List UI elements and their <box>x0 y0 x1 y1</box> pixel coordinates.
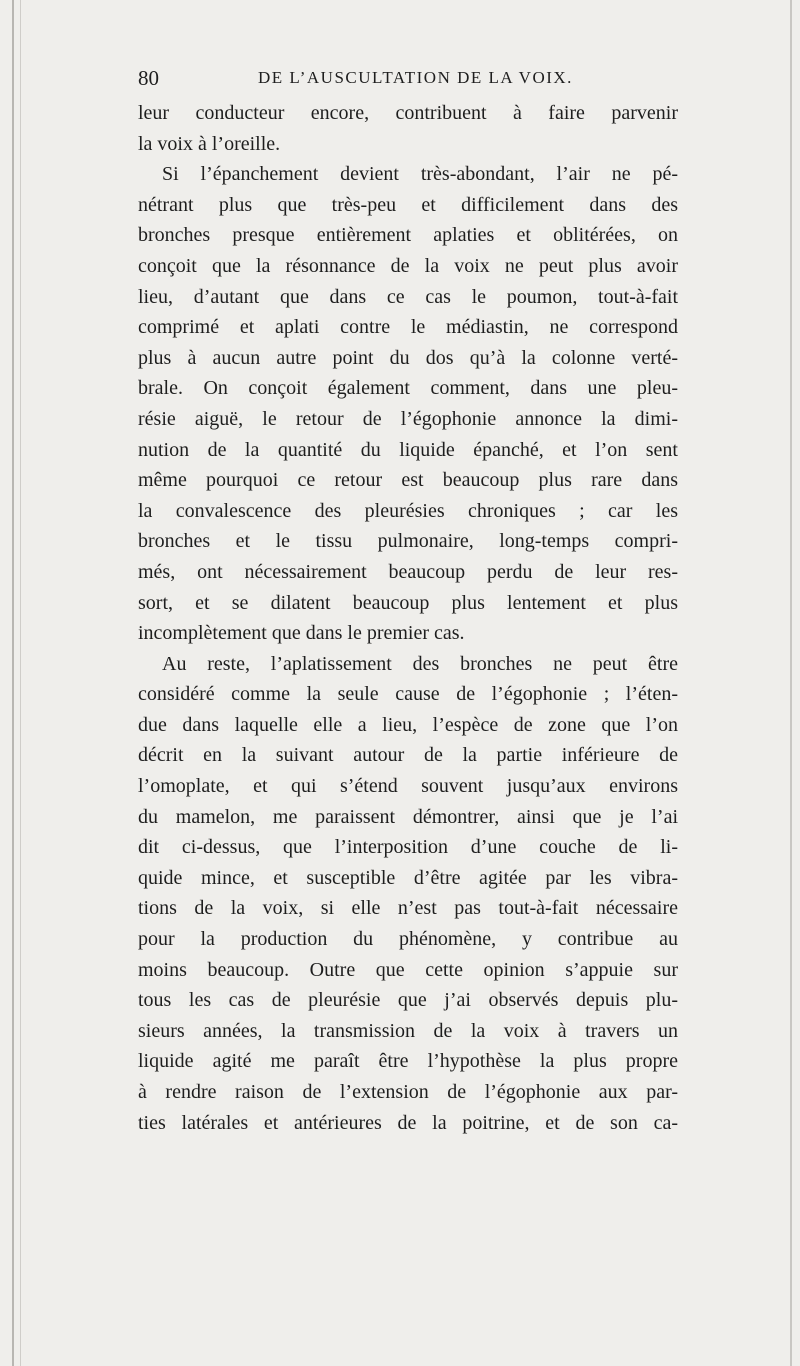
text-line: considéré comme la seule cause de l’égophonie ; l’éten- <box>138 683 678 706</box>
text-line: la voix à l’oreille. <box>138 132 281 155</box>
text-line: lieu, d’autant que dans ce cas le poumon, tout-à-fait <box>138 285 678 308</box>
text-line: Si l’épanchement devient très-abondant, l’air ne pé- <box>162 163 678 186</box>
text-line: conçoit que la résonnance de la voix ne peut plus avoir <box>138 254 678 277</box>
running-head: DE L’AUSCULTATION DE LA VOIX. <box>258 68 573 87</box>
text-line: Au reste, l’aplatissement des bronches ne peut être <box>162 652 678 675</box>
text-line: liquide agité me paraît être l’hypothèse la plus propre <box>138 1050 678 1073</box>
text-line: més, ont nécessairement beaucoup perdu de leur res- <box>138 560 678 583</box>
page-header <box>138 60 678 96</box>
text-line: nétrant plus que très-peu et difficilement dans des <box>138 193 678 216</box>
text-line: brale. On conçoit également comment, dans une pleu- <box>138 377 678 400</box>
text-line: sieurs années, la transmission de la voix à travers un <box>138 1019 678 1042</box>
text-line: plus à aucun autre point du dos qu’à la colonne verté- <box>138 346 678 369</box>
text-line: l’omoplate, et qui s’étend souvent jusqu’aux environs <box>138 775 678 798</box>
text-line: moins beaucoup. Outre que cette opinion s’appuie sur <box>138 958 678 981</box>
text-line: tous les cas de pleurésie que j’ai observés depuis plu- <box>138 989 678 1012</box>
text-line: pour la production du phénomène, y contribue au <box>138 928 678 951</box>
binding-edge <box>12 0 14 1366</box>
text-line: bronches et le tissu pulmonaire, long-temps compri- <box>138 530 678 553</box>
text-line: quide mince, et susceptible d’être agitée par les vibra- <box>138 866 678 889</box>
text-line: du mamelon, me paraissent démontrer, ainsi que je l’ai <box>138 805 678 828</box>
text-line: nution de la quantité du liquide épanché, et l’on sent <box>138 438 678 461</box>
text-line: la convalescence des pleurésies chroniques ; car les <box>138 499 678 522</box>
page-edge <box>790 0 792 1366</box>
body-text <box>138 98 678 1138</box>
text-line: comprimé et aplati contre le médiastin, ne correspond <box>138 316 678 339</box>
text-line: décrit en la suivant autour de la partie inférieure de <box>138 744 678 767</box>
text-line: ties latérales et antérieures de la poitrine, et de son ca- <box>138 1111 678 1134</box>
text-line: même pourquoi ce retour est beaucoup plus rare dans <box>138 469 678 492</box>
text-line: sort, et se dilatent beaucoup plus lentement et plus <box>138 591 678 614</box>
binding-edge-inner <box>20 0 21 1366</box>
text-line: à rendre raison de l’extension de l’égophonie aux par- <box>138 1081 678 1103</box>
text-line: dit ci-dessus, que l’interposition d’une couche de li- <box>138 836 678 859</box>
text-line: bronches presque entièrement aplaties et oblitérées, on <box>138 224 678 247</box>
text-line: résie aiguë, le retour de l’égophonie annonce la dimi- <box>138 407 678 430</box>
text-line: tions de la voix, si elle n’est pas tout-à-fait nécessaire <box>138 897 678 920</box>
page-number: 80 <box>138 66 159 90</box>
text-line: incomplètement que dans le premier cas. <box>138 622 465 645</box>
text-line: leur conducteur encore, contribuent à faire parvenir <box>138 102 678 124</box>
text-line: due dans laquelle elle a lieu, l’espèce de zone que l’on <box>138 713 678 736</box>
